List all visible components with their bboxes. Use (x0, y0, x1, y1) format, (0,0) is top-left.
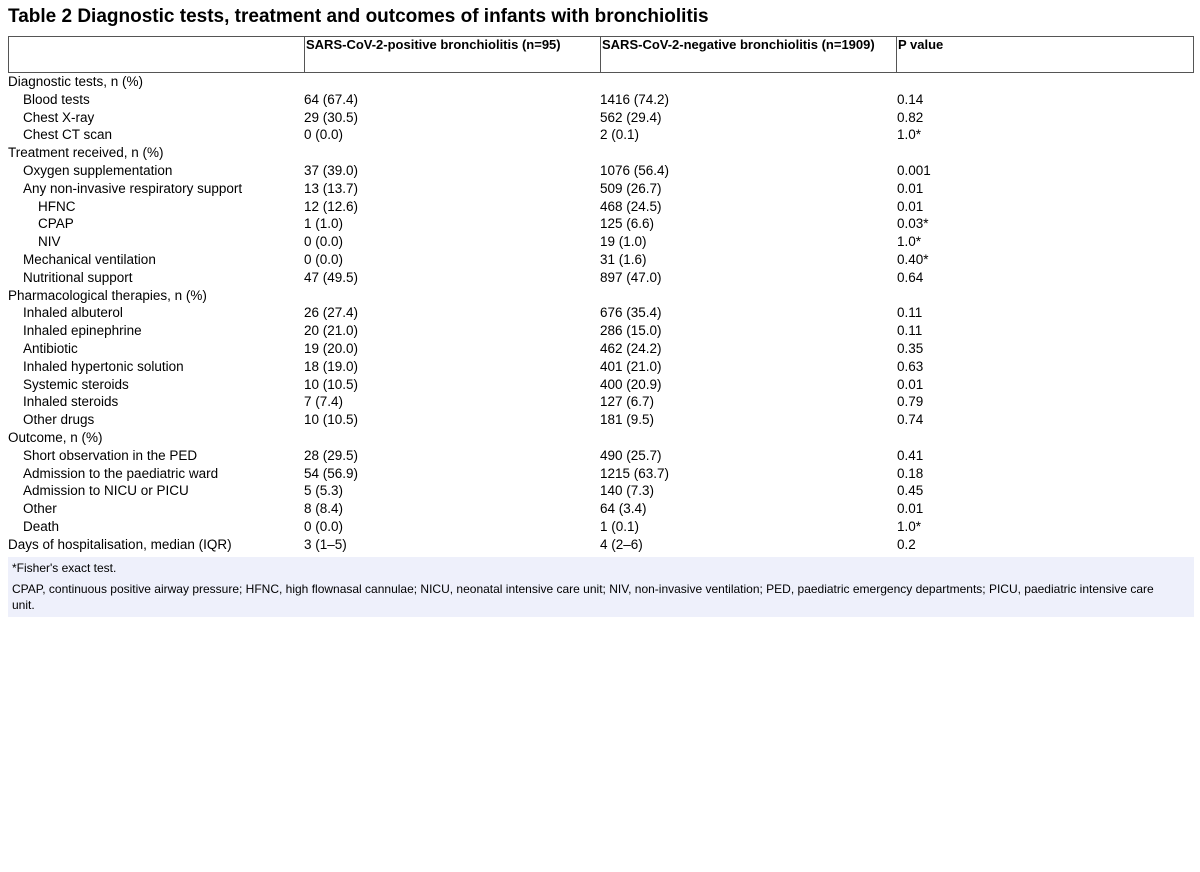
table-row (8, 518, 1194, 536)
cell-p-value: 0.41 (897, 447, 924, 463)
table-row (8, 304, 1194, 322)
cell-sars-positive: 54 (56.9) (304, 465, 359, 481)
cell-sars-positive: 3 (1–5) (304, 536, 347, 552)
row-label: Chest CT scan (23, 127, 113, 143)
row-label: Short observation in the PED (23, 447, 198, 463)
row-label: Any non-invasive respiratory support (23, 180, 243, 196)
cell-p-value: 0.01 (897, 198, 924, 214)
cell-sars-negative: 401 (21.0) (600, 358, 662, 374)
row-label: Days of hospitalisation, median (IQR) (8, 536, 232, 552)
cell-p-value: 0.40* (897, 251, 929, 267)
row-label: Other (23, 501, 57, 517)
table-header (8, 36, 1194, 73)
row-label: Systemic steroids (23, 376, 129, 392)
cell-sars-positive: 0 (0.0) (304, 234, 344, 250)
cell-sars-negative: 64 (3.4) (600, 501, 647, 517)
row-label: Mechanical ventilation (23, 251, 156, 267)
row-label: Other drugs (23, 412, 95, 428)
cell-sars-negative: 19 (1.0) (600, 234, 647, 250)
cell-sars-negative: 509 (26.7) (600, 180, 662, 196)
table-footnotes (8, 557, 1194, 617)
footnote-fisher: *Fisher's exact test. (12, 561, 117, 575)
cell-sars-negative: 676 (35.4) (600, 305, 662, 321)
header-sars-positive: SARS-CoV-2-positive bronchiolitis (n=95) (304, 37, 600, 72)
cell-p-value: 0.74 (897, 412, 924, 428)
cell-p-value: 0.2 (897, 536, 916, 552)
table-row (8, 109, 1194, 127)
table-body (8, 73, 1194, 554)
table-row (8, 180, 1194, 198)
row-label: HFNC (38, 198, 76, 214)
table-row (8, 269, 1194, 287)
footnote-abbreviations: CPAP, continuous positive airway pressure; HFNC, high flownasal cannulae; NICU, neonatal intensive care unit; NIV, non-invasive ventilation; PED, paediatric emergency departments; PICU, paediatric intensive care unit. (12, 582, 1154, 612)
row-label: Pharmacological therapies, n (%) (8, 287, 207, 303)
cell-p-value: 0.18 (897, 465, 924, 481)
cell-p-value: 1.0* (897, 127, 922, 143)
row-label: Inhaled albuterol (23, 305, 123, 321)
table-row (8, 411, 1194, 429)
cell-p-value: 0.11 (897, 305, 923, 321)
cell-sars-negative: 4 (2–6) (600, 536, 643, 552)
row-label: Death (23, 518, 60, 534)
table-row (8, 429, 1194, 447)
table-row (8, 376, 1194, 394)
cell-p-value: 0.82 (897, 109, 924, 125)
cell-sars-negative: 897 (47.0) (600, 269, 662, 285)
cell-sars-positive: 37 (39.0) (304, 162, 359, 178)
table-row (8, 482, 1194, 500)
cell-sars-positive: 0 (0.0) (304, 251, 344, 267)
row-label: Blood tests (23, 91, 90, 107)
cell-sars-negative: 181 (9.5) (600, 412, 655, 428)
table-row (8, 500, 1194, 518)
row-label: Admission to NICU or PICU (23, 483, 189, 499)
cell-sars-negative: 2 (0.1) (600, 127, 640, 143)
table-row (8, 215, 1194, 233)
row-label: Admission to the paediatric ward (23, 465, 219, 481)
results-table (8, 36, 1194, 554)
cell-sars-negative: 127 (6.7) (600, 394, 655, 410)
cell-sars-positive: 28 (29.5) (304, 447, 359, 463)
cell-sars-negative: 1215 (63.7) (600, 465, 670, 481)
cell-sars-positive: 47 (49.5) (304, 269, 359, 285)
header-p-value: P value (896, 37, 1193, 72)
cell-sars-positive: 26 (27.4) (304, 305, 359, 321)
cell-p-value: 0.79 (897, 394, 924, 410)
cell-sars-positive: 7 (7.4) (304, 394, 344, 410)
cell-p-value: 0.001 (897, 162, 931, 178)
cell-sars-positive: 18 (19.0) (304, 358, 359, 374)
cell-sars-positive: 0 (0.0) (304, 127, 344, 143)
table-row (8, 340, 1194, 358)
cell-sars-positive: 13 (13.7) (304, 180, 359, 196)
row-label: Oxygen supplementation (23, 162, 173, 178)
cell-sars-positive: 64 (67.4) (304, 91, 359, 107)
cell-sars-negative: 468 (24.5) (600, 198, 662, 214)
table-row (8, 198, 1194, 216)
row-label: NIV (38, 234, 61, 250)
cell-sars-negative: 400 (20.9) (600, 376, 662, 392)
table-row (8, 393, 1194, 411)
cell-sars-positive: 12 (12.6) (304, 198, 359, 214)
cell-p-value: 1.0* (897, 234, 922, 250)
cell-p-value: 0.11 (897, 323, 923, 339)
table-row (8, 251, 1194, 269)
table-row (8, 91, 1194, 109)
row-label: Treatment received, n (%) (8, 145, 164, 161)
row-label: Inhaled epinephrine (23, 323, 142, 339)
cell-sars-negative: 286 (15.0) (600, 323, 662, 339)
cell-sars-negative: 1 (0.1) (600, 518, 640, 534)
cell-p-value: 0.64 (897, 269, 924, 285)
table-row (8, 162, 1194, 180)
header-sars-negative: SARS-CoV-2-negative bronchiolitis (n=1909) (600, 37, 896, 72)
cell-p-value: 1.0* (897, 518, 922, 534)
table-row (8, 358, 1194, 376)
row-label: Antibiotic (23, 340, 78, 356)
table-row (8, 233, 1194, 251)
table-row (8, 144, 1194, 162)
row-label: Chest X-ray (23, 109, 95, 125)
cell-sars-negative: 31 (1.6) (600, 251, 647, 267)
cell-sars-negative: 562 (29.4) (600, 109, 662, 125)
cell-sars-positive: 5 (5.3) (304, 483, 344, 499)
table-title: Table 2 Diagnostic tests, treatment and outcomes of infants with bronchiolitis (8, 6, 709, 27)
cell-sars-positive: 10 (10.5) (304, 376, 359, 392)
table-row (8, 126, 1194, 144)
cell-sars-positive: 8 (8.4) (304, 501, 344, 517)
cell-sars-negative: 140 (7.3) (600, 483, 655, 499)
cell-p-value: 0.63 (897, 358, 924, 374)
row-label: Outcome, n (%) (8, 429, 103, 445)
cell-sars-negative: 1076 (56.4) (600, 162, 670, 178)
row-label: Nutritional support (23, 269, 133, 285)
cell-p-value: 0.35 (897, 340, 924, 356)
cell-sars-positive: 1 (1.0) (304, 216, 344, 232)
cell-sars-negative: 125 (6.6) (600, 216, 655, 232)
table-row (8, 536, 1194, 554)
cell-p-value: 0.03* (897, 216, 929, 232)
cell-p-value: 0.14 (897, 91, 924, 107)
table-row (8, 287, 1194, 305)
table-row (8, 322, 1194, 340)
table-row (8, 73, 1194, 91)
table-row (8, 465, 1194, 483)
cell-sars-positive: 20 (21.0) (304, 323, 359, 339)
table-row (8, 447, 1194, 465)
cell-p-value: 0.01 (897, 501, 924, 517)
cell-sars-positive: 0 (0.0) (304, 518, 344, 534)
cell-p-value: 0.45 (897, 483, 924, 499)
cell-sars-positive: 29 (30.5) (304, 109, 359, 125)
cell-sars-positive: 10 (10.5) (304, 412, 359, 428)
cell-p-value: 0.01 (897, 180, 924, 196)
cell-sars-negative: 1416 (74.2) (600, 91, 670, 107)
row-label: CPAP (38, 216, 74, 232)
row-label: Inhaled steroids (23, 394, 119, 410)
cell-sars-positive: 19 (20.0) (304, 340, 359, 356)
cell-sars-negative: 490 (25.7) (600, 447, 662, 463)
cell-p-value: 0.01 (897, 376, 924, 392)
cell-sars-negative: 462 (24.2) (600, 340, 662, 356)
row-label: Diagnostic tests, n (%) (8, 74, 144, 89)
row-label: Inhaled hypertonic solution (23, 358, 184, 374)
